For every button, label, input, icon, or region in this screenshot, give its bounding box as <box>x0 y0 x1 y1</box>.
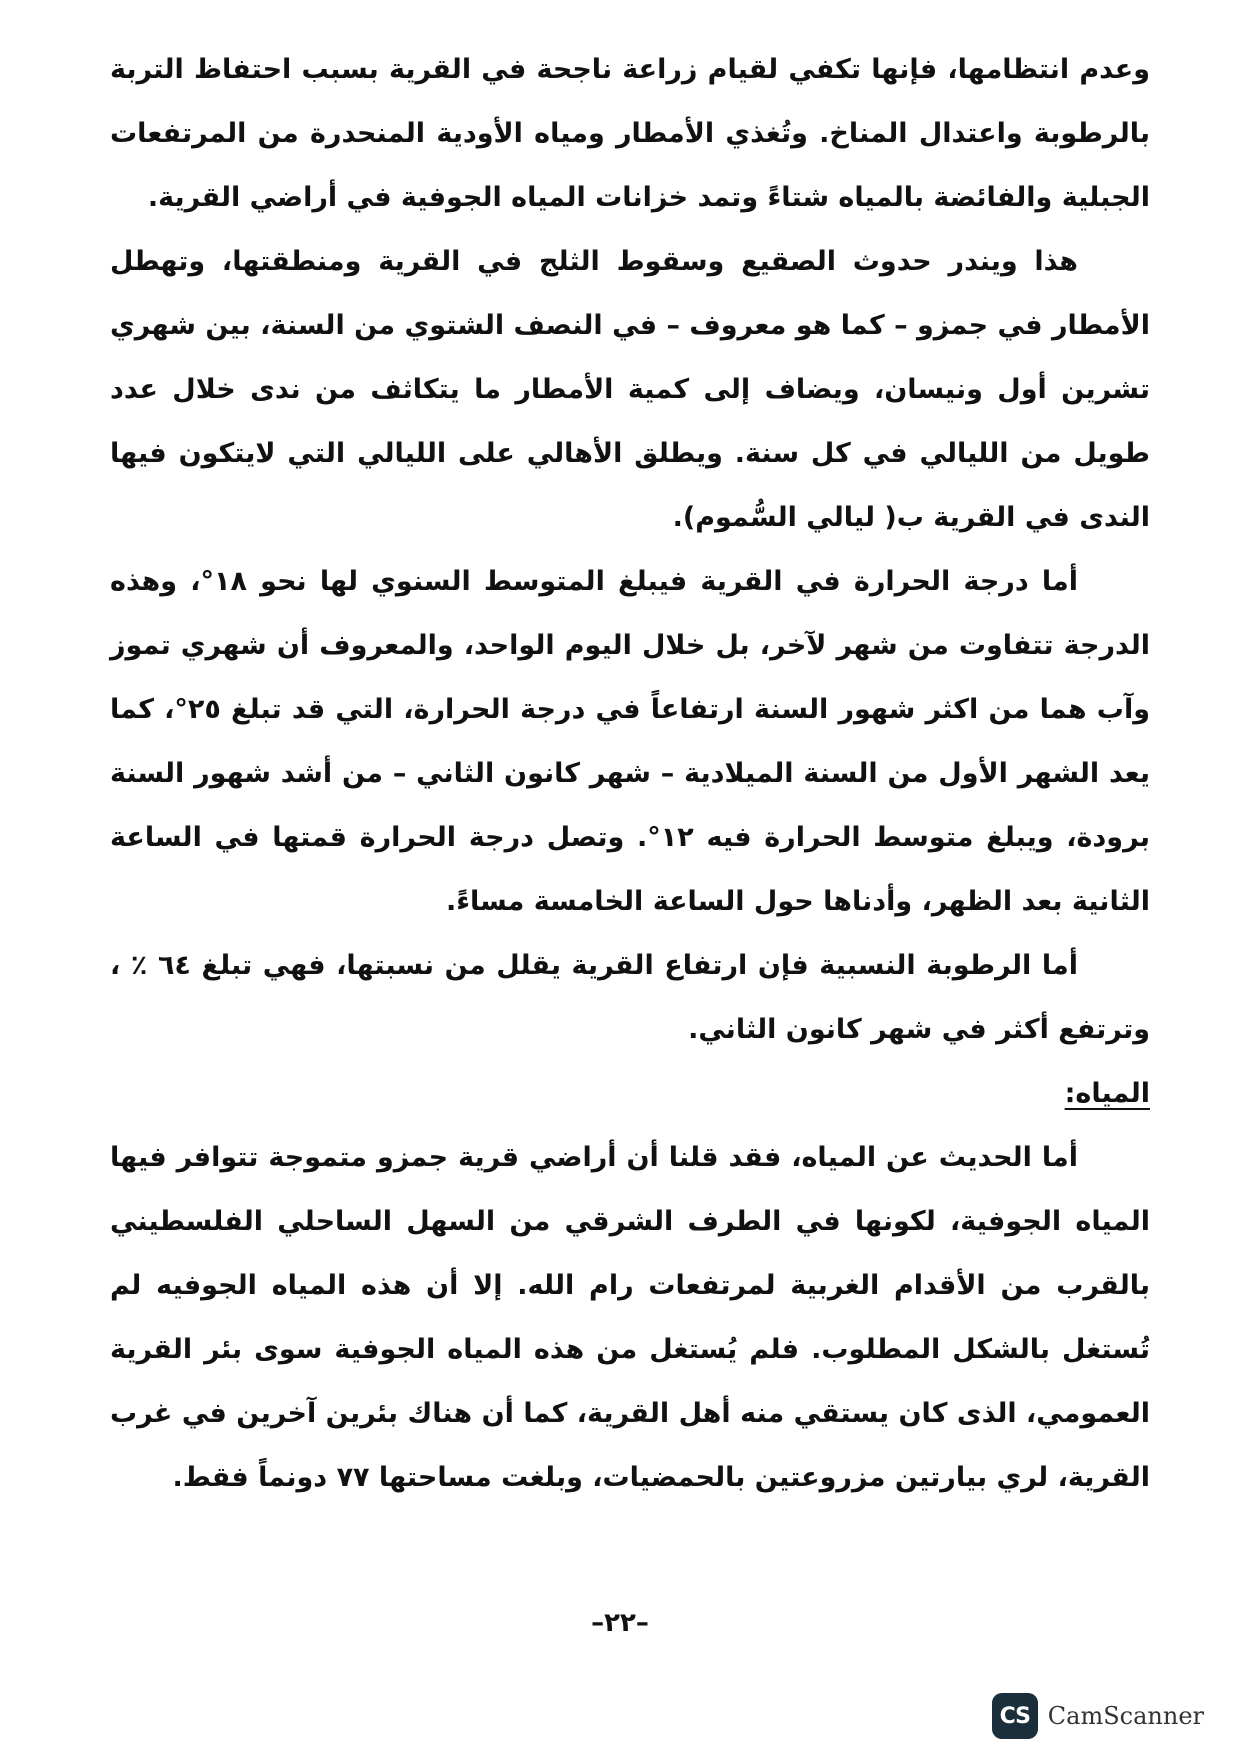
paragraph-water: أما الحديث عن المياه، فقد قلنا أن أراضي قرية جمزو متموجة تتوافر فيها المياه الجوفية، لكونها في الطرف الشرقي من السهل الساحلي الفلسطيني بالقرب من الأقدام الغربية لمرتفعات رام الله. إلا أن هذه المياه الجوفيه لم تُستغل بالشكل المطلوب. فلم يُستغل من هذه المياه الجوفية سوى بئر القرية العمومي، الذى كان يستقي منه أهل القرية، كما أن هناك بئرين آخرين في غرب القرية، لري بيارتين مزروعتين بالحمضيات، وبلغت مساحتها ٧٧ دونماً فقط. <box>110 1142 1150 1493</box>
camscanner-name: CamScanner <box>1047 1702 1204 1730</box>
page-number: –٢٢– <box>591 1608 649 1638</box>
paragraph-climate-continuation: وعدم انتظامها، فإنها تكفي لقيام زراعة ناجحة في القرية بسبب احتفاظ التربة بالرطوبة واعتدال المناخ. وتُغذي الأمطار ومياه الأودية المنحدرة من المرتفعات الجبلية والفائضة بالمياه شتاءً وتمد خزانات المياه الجوفية في أراضي القرية. <box>110 54 1150 213</box>
paragraph-temperature: أما درجة الحرارة في القرية فيبلغ المتوسط السنوي لها نحو ١٨°، وهذه الدرجة تتفاوت من شهر لآخر، بل خلال اليوم الواحد، والمعروف أن شهري تموز وآب هما من اكثر شهور السنة ارتفاعاً في درجة الحرارة، التي قد تبلغ ٢٥°، كما يعد الشهر الأول من السنة الميلادية – شهر كانون الثاني – من أشد شهور السنة برودة، ويبلغ متوسط الحرارة فيه ١٢°. وتصل درجة الحرارة قمتها في الساعة الثانية بعد الظهر، وأدناها حول الساعة الخامسة مساءً. <box>110 566 1151 917</box>
paragraph-humidity: أما الرطوبة النسبية فإن ارتفاع القرية يقلل من نسبتها، فهي تبلغ ٦٤ ٪ ، وترتفع أكثر في شهر كانون الثاني. <box>110 950 1150 1045</box>
body-text <box>110 38 1150 1510</box>
camscanner-logo-icon: CS <box>992 1693 1038 1739</box>
paragraph-frost-rain: هذا ويندر حدوث الصقيع وسقوط الثلج في القرية ومنطقتها، وتهطل الأمطار في جمزو – كما هو معروف – في النصف الشتوي من السنة، بين شهري تشرين أول ونيسان، ويضاف إلى كمية الأمطار ما يتكاثف من ندى خلال عدد طويل من الليالي في كل سنة. ويطلق الأهالي على الليالي التي لايتكون فيها الندى في القرية ب( ليالي السُّموم). <box>110 246 1150 533</box>
camscanner-watermark <box>992 1692 1204 1740</box>
section-heading-water: المياه: <box>1064 1078 1150 1109</box>
